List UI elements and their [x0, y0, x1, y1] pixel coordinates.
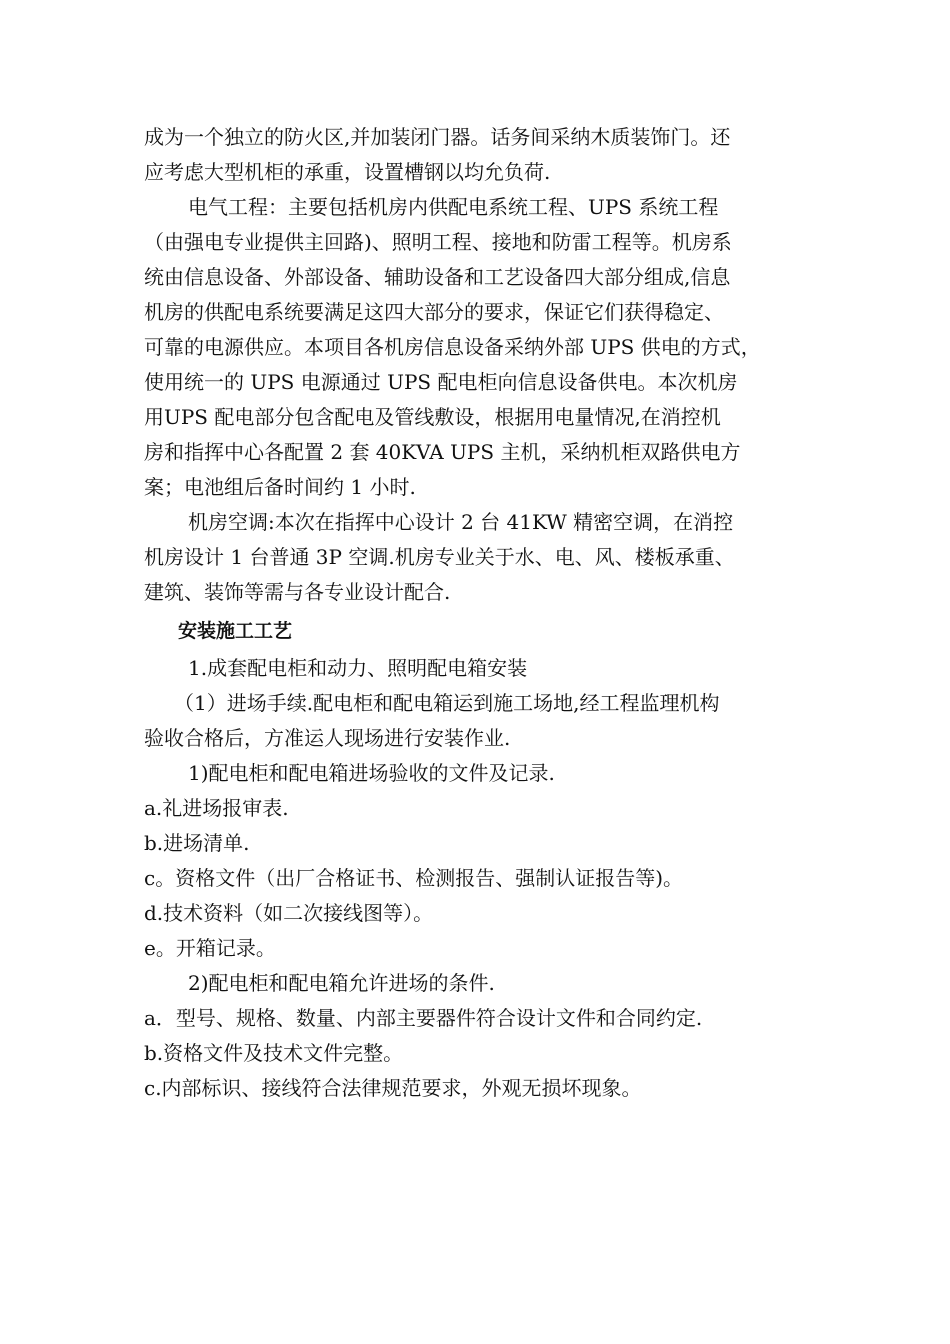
list-item: c。资格文件（出厂合格证书、检测报告、强制认证报告等)。 [144, 866, 684, 890]
text-line: 统由信息设备、外部设备、辅助设备和工艺设备四大部分组成,信息 [144, 265, 731, 289]
list-entry-documents [144, 791, 808, 966]
paragraph-electrical [144, 190, 808, 505]
text-line: 房和指挥中心各配置 2 套 40KVA UPS 主机，采纳机柜双路供电方 [144, 440, 741, 464]
text-line: 建筑、装饰等需与各专业设计配合. [144, 580, 451, 604]
text-line: 案；电池组后备时间约 1 小时. [144, 475, 416, 499]
text-line: 应考虑大型机柜的承重，设置槽钢以均允负荷. [144, 160, 551, 184]
list-item: a.礼进场报审表. [144, 796, 289, 820]
list-item: e。开箱记录。 [144, 936, 276, 960]
list-entry-conditions [144, 1001, 808, 1106]
section-heading: 安装施工工艺 [178, 620, 293, 642]
text-line: 成为一个独立的防火区,并加装闭门器。话务间采纳木质装饰门。还 [144, 125, 731, 149]
text-line: 使用统一的 UPS 电源通过 UPS 配电柜向信息设备供电。本次机房 [144, 370, 738, 394]
list-item: b.进场清单. [144, 831, 250, 855]
text-line: （1）进场手续.配电柜和配电箱运到施工场地,经工程监理机构 [174, 691, 720, 715]
list-title: 1)配电柜和配电箱进场验收的文件及记录. [188, 761, 555, 785]
text-line: 用UPS 配电部分包含配电及管线敷设，根据用电量情况,在消控机 [144, 405, 721, 429]
list-item: d.技术资料（如二次接线图等）。 [144, 901, 434, 925]
text-line: （由强电专业提供主回路)、照明工程、接地和防雷工程等。机房系 [144, 230, 732, 254]
paragraph-air-conditioning [144, 505, 808, 610]
paragraph-entry-procedure [144, 686, 808, 756]
list-title: 2)配电柜和配电箱允许进场的条件. [188, 971, 495, 995]
list-item: a．型号、规格、数量、内部主要器件符合设计文件和合同约定. [144, 1006, 703, 1030]
text-line: 电气工程：主要包括机房内供配电系统工程、UPS 系统工程 [188, 195, 719, 219]
list-item: c.内部标识、接线符合法律规范要求，外观无损坏现象。 [144, 1076, 642, 1100]
text-line: 可靠的电源供应。本项目各机房信息设备采纳外部 UPS 供电的方式， [144, 335, 761, 359]
text-line: 机房的供配电系统要满足这四大部分的要求，保证它们获得稳定、 [144, 300, 724, 324]
text-line: 机房设计 1 台普通 3P 空调.机房专业关于水、电、风、楼板承重、 [144, 545, 735, 569]
paragraph-fire-zone [144, 120, 808, 190]
text-line: 验收合格后，方准运人现场进行安装作业. [144, 726, 511, 750]
item-title: 1.成套配电柜和动力、照明配电箱安装 [188, 656, 528, 680]
document-body [144, 120, 808, 1106]
list-item: b.资格文件及技术文件完整。 [144, 1041, 404, 1065]
text-line: 机房空调:本次在指挥中心设计 2 台 41KW 精密空调，在消控 [188, 510, 734, 534]
